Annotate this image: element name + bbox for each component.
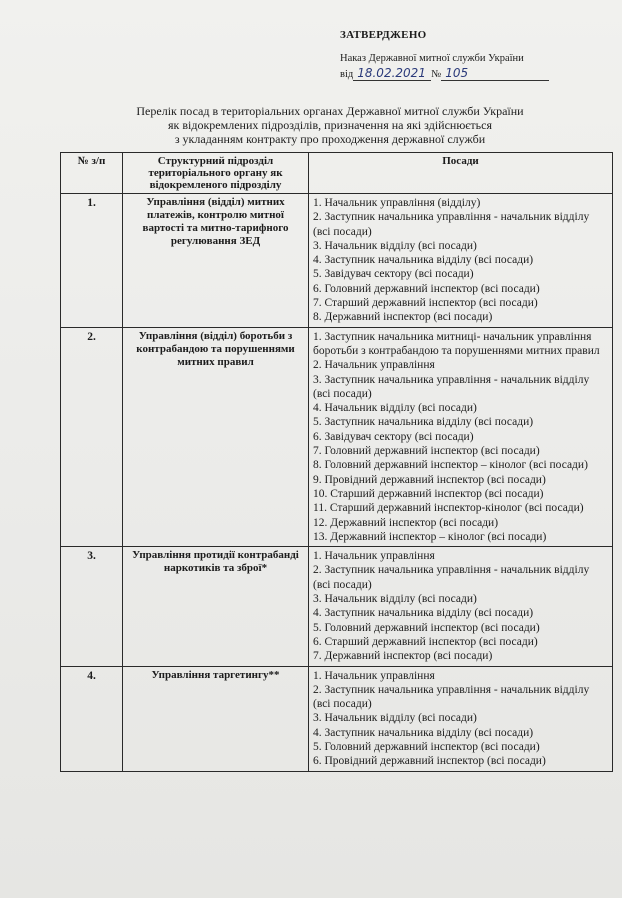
row-number: 4. [61,666,123,771]
row-unit: Управління (відділ) боротьби з контрабандою та порушеннями митних правил [123,327,309,546]
position-item: 8. Державний інспектор (всі посади) [313,311,493,324]
position-item: 8. Головний державний інспектор – кінолог (всі посади) [313,459,588,472]
table-body [61,194,613,772]
position-item: 1. Заступник начальника митниці- начальник управління боротьби з контрабандою та порушеннями митних правил [313,330,600,357]
header-unit: Структурний підрозділ територіального органу як відокремленого підрозділу [123,153,309,194]
position-item: 6. Головний державний інспектор (всі посади) [313,282,540,295]
position-item: 4. Заступник начальника відділу (всі посади) [313,607,534,620]
position-item: 7. Старший державний інспектор (всі посади) [313,297,538,310]
position-item: 3. Начальник відділу (всі посади) [313,712,477,725]
position-item: 3. Заступник начальника управління - начальник відділу (всі посади) [313,373,590,400]
table-row [61,666,613,771]
position-item: 5. Головний державний інспектор (всі посади) [313,740,540,753]
document-heading [70,104,590,146]
position-item: 2. Заступник начальника управління - начальник відділу (всі посади) [313,564,590,591]
row-number: 1. [61,194,123,328]
row-number: 2. [61,327,123,546]
position-item: 13. Державний інспектор – кінолог (всі посади) [313,530,547,543]
position-item: 6. Старший державний інспектор (всі посади) [313,635,538,648]
position-item: 1. Начальник управління [313,669,435,682]
position-item: 2. Заступник начальника управління - начальник відділу (всі посади) [313,683,590,711]
approval-stamp-block [340,28,580,82]
table-row [61,194,613,328]
row-positions [309,666,613,771]
row-unit: Управління протидії контрабанді наркотиків та зброї* [123,547,309,666]
position-item: 9. Провідний державний інспектор (всі посади) [313,473,546,486]
position-item: 5. Головний державний інспектор (всі посади) [313,621,540,634]
position-item: 2. Заступник начальника управління - начальник відділу (всі посади) [313,211,590,238]
position-item: 10. Старший державний інспектор (всі посади) [313,487,544,500]
position-item: 6. Провідний державний інспектор (всі посади) [313,755,546,768]
heading-line-3: з укладанням контракту про проходження державної служби [174,132,486,146]
row-unit: Управління таргетингу** [123,666,309,771]
header-number: № з/п [61,153,123,194]
position-item: 2. Начальник управління [313,359,435,372]
approval-title: ЗАТВЕРДЖЕНО [340,29,427,41]
approval-order-line: Наказ Державної митної служби України [340,53,524,64]
position-item: 5. Завідувач сектору (всі посади) [313,268,474,281]
approval-date: 18.02.2021 [353,66,431,81]
position-item: 11. Старший державний інспектор-кінолог (всі посади) [313,502,584,515]
position-item: 12. Державний інспектор (всі посади) [313,516,499,529]
table-row [61,327,613,546]
table-header-row [61,153,613,194]
heading-line-2: як відокремлених підрозділів, призначення на які здійснюється [168,118,492,132]
position-item: 7. Головний державний інспектор (всі посади) [313,445,540,458]
approval-date-line [340,66,580,82]
position-item: 5. Заступник начальника відділу (всі посади) [313,416,534,429]
position-item: 4. Начальник відділу (всі посади) [313,402,477,415]
position-item: 7. Державний інспектор (всі посади) [313,650,493,663]
position-item: 6. Завідувач сектору (всі посади) [313,430,474,443]
date-prefix: від [340,69,354,80]
position-item: 1. Начальник управління [313,550,435,563]
position-item: 1. Начальник управління (відділу) [313,197,481,209]
row-positions [309,327,613,546]
header-positions: Посади [309,153,613,194]
heading-line-1: Перелік посад в територіальних органах Державної митної служби України [136,104,524,118]
row-positions [309,547,613,666]
row-unit: Управління (відділ) митних платежів, контролю митної вартості та митно-тарифного регулювання ЗЕД [123,194,309,328]
position-item: 3. Начальник відділу (всі посади) [313,593,477,606]
row-number: 3. [61,547,123,666]
position-item: 4. Заступник начальника відділу (всі посади) [313,254,534,267]
approval-number: 105 [441,66,549,81]
row-positions [309,194,613,328]
position-item: 4. Заступник начальника відділу (всі посади) [313,726,534,739]
positions-table [60,152,613,772]
number-prefix: № [431,69,442,80]
position-item: 3. Начальник відділу (всі посади) [313,239,477,252]
table-row [61,547,613,666]
